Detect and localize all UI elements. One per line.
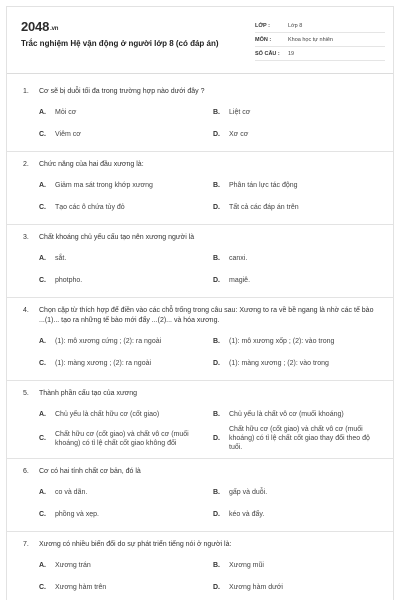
answer-option[interactable] — [213, 425, 387, 452]
option-text: (1): màng xương ; (2): vào trong — [229, 359, 329, 367]
answer-options — [7, 554, 393, 598]
meta-key: LỚP : — [255, 22, 270, 29]
answer-options — [7, 174, 393, 218]
option-text: Xương hàm trên — [55, 583, 107, 591]
meta-row-subject — [255, 33, 385, 47]
option-letter: D. — [213, 435, 220, 442]
option-text: (1): mô xương cứng ; (2): ra ngoài — [55, 337, 162, 345]
answer-option[interactable] — [39, 352, 213, 374]
option-text: Tất cả các đáp án trên — [229, 203, 299, 211]
answer-option[interactable] — [213, 554, 387, 576]
answer-option[interactable] — [213, 403, 387, 425]
option-letter: B. — [213, 181, 220, 189]
answer-option[interactable] — [213, 503, 387, 525]
answer-option[interactable] — [39, 330, 213, 352]
question-item — [7, 381, 393, 459]
question-number: 2. — [23, 161, 29, 168]
question-stem — [7, 233, 393, 243]
option-text: Chủ yếu là chất hữu cơ (cốt giao) — [55, 410, 160, 418]
question-item — [7, 225, 393, 298]
answer-options — [7, 403, 393, 452]
answer-option[interactable] — [213, 196, 387, 218]
answer-option[interactable] — [39, 576, 213, 598]
question-number: 4. — [23, 307, 29, 314]
question-stem — [7, 467, 393, 477]
answer-option[interactable] — [39, 196, 213, 218]
answer-option[interactable] — [213, 352, 387, 374]
option-text: sắt. — [55, 254, 67, 262]
question-stem — [7, 389, 393, 399]
answer-option[interactable] — [213, 330, 387, 352]
question-number: 7. — [23, 541, 29, 548]
answer-option[interactable] — [39, 481, 213, 503]
question-stem — [7, 160, 393, 170]
question-stem — [7, 87, 393, 97]
option-letter: C. — [39, 130, 46, 138]
option-text: Mỏi cơ — [55, 108, 77, 116]
meta-key: MÔN : — [255, 36, 272, 43]
question-stem — [7, 306, 393, 326]
option-text: Xương mũi — [229, 561, 264, 569]
option-text: Chất hữu cơ (cốt giao) và chất vô cơ (muối khoáng) có tỉ lệ chất cốt giao không đổi — [55, 430, 189, 447]
option-text: Xương hàm dưới — [229, 583, 283, 591]
option-letter: D. — [213, 130, 220, 138]
quiz-page — [6, 6, 394, 600]
answer-option[interactable] — [213, 247, 387, 269]
option-text: Xơ cơ — [229, 130, 249, 138]
option-letter: A. — [39, 181, 46, 189]
answer-options — [7, 481, 393, 525]
page-header — [7, 7, 393, 69]
option-letter: D. — [213, 276, 220, 284]
question-text: Chọn cặp từ thích hợp để điền vào các chỗ trống trong câu sau: Xương to ra về bề ngang là nhờ các tế bào ...(1)... tạo ra những tế bào mới đẩy ...(2)... và hóa xương. — [39, 307, 374, 324]
logo-text: 2048 — [21, 19, 50, 34]
page-title: Trắc nghiệm Hệ vận động ở người lớp 8 (có đáp án) — [21, 39, 219, 48]
answer-option[interactable] — [213, 123, 387, 145]
option-letter: C. — [39, 276, 46, 284]
option-text: Chủ yếu là chất vô cơ (muối khoáng) — [229, 410, 344, 418]
option-text: Tạo các ô chứa tủy đỏ — [55, 203, 125, 211]
option-letter: D. — [213, 359, 220, 367]
option-letter: C. — [39, 435, 46, 442]
option-text: Viêm cơ — [55, 130, 81, 138]
meta-value: 19 — [288, 50, 295, 57]
question-list — [7, 79, 393, 600]
option-letter: D. — [213, 583, 220, 591]
option-text: phồng và xẹp. — [55, 510, 99, 518]
option-letter: A. — [39, 561, 46, 569]
option-text: Giảm ma sát trong khớp xương — [55, 181, 153, 189]
question-item — [7, 298, 393, 381]
option-text: (1): mô xương xốp ; (2): vào trong — [229, 337, 335, 345]
option-letter: B. — [213, 108, 220, 116]
option-text: Chất hữu cơ (cốt giao) và chất vô cơ (muối khoáng) có tỉ lệ chất cốt giao thay đổi theo độ tuổi. — [229, 426, 370, 451]
question-text: Cơ có hai tính chất cơ bản, đó là — [39, 468, 141, 475]
question-text: Chất khoáng chủ yếu cấu tạo nên xương người là — [39, 234, 195, 241]
option-letter: B. — [213, 561, 220, 569]
option-letter: C. — [39, 583, 46, 591]
question-number: 1. — [23, 88, 29, 95]
question-text: Cơ sẽ bị duỗi tối đa trong trường hợp nào dưới đây ? — [39, 88, 205, 95]
answer-option[interactable] — [213, 101, 387, 123]
option-text: photpho. — [55, 276, 83, 284]
option-text: magiê. — [229, 276, 251, 284]
option-letter: B. — [213, 488, 220, 496]
option-letter: C. — [39, 510, 46, 518]
option-text: Liệt cơ — [229, 108, 251, 116]
question-text: Thành phần cấu tạo của xương — [39, 390, 138, 397]
answer-option[interactable] — [213, 481, 387, 503]
answer-option[interactable] — [213, 269, 387, 291]
answer-option[interactable] — [39, 554, 213, 576]
option-text: Phân tán lực tác động — [229, 181, 298, 189]
option-letter: A. — [39, 337, 46, 345]
option-text: co và dãn. — [55, 488, 88, 496]
question-item — [7, 79, 393, 152]
question-text: Xương có nhiều biến đổi do sự phát triển tiếng nói ở người là: — [39, 541, 232, 548]
question-item — [7, 532, 393, 600]
quiz-meta-table — [255, 19, 385, 61]
option-letter: B. — [213, 337, 220, 345]
option-letter: A. — [39, 488, 46, 496]
answer-option[interactable] — [39, 247, 213, 269]
option-text: gấp và duỗi. — [229, 488, 268, 496]
option-text: (1): màng xương ; (2): ra ngoài — [55, 359, 152, 367]
option-letter: D. — [213, 203, 220, 211]
answer-option[interactable] — [39, 503, 213, 525]
meta-value: Lớp 8 — [288, 22, 303, 29]
meta-row-count — [255, 47, 385, 61]
question-item — [7, 152, 393, 225]
answer-option[interactable] — [39, 269, 213, 291]
header-divider — [7, 73, 393, 74]
option-text: canxi. — [229, 254, 248, 262]
answer-options — [7, 330, 393, 374]
option-letter: D. — [213, 510, 220, 518]
option-text: Xương trán — [55, 561, 91, 569]
option-letter: A. — [39, 254, 46, 262]
meta-key: SỐ CÂU : — [255, 50, 280, 57]
answer-option[interactable] — [39, 425, 213, 452]
logo-suffix: .vn — [50, 26, 59, 32]
answer-option[interactable] — [213, 576, 387, 598]
option-text: kéo và đẩy. — [229, 510, 265, 518]
option-letter: C. — [39, 359, 46, 367]
question-stem — [7, 540, 393, 550]
answer-option[interactable] — [39, 174, 213, 196]
answer-option[interactable] — [39, 403, 213, 425]
meta-value: Khoa học tự nhiên — [288, 36, 333, 43]
option-letter: C. — [39, 203, 46, 211]
option-letter: B. — [213, 254, 220, 262]
meta-row-grade — [255, 19, 385, 33]
question-text: Chức năng của hai đầu xương là: — [39, 161, 144, 168]
question-item — [7, 459, 393, 532]
option-letter: A. — [39, 410, 46, 418]
question-number: 5. — [23, 390, 29, 397]
answer-option[interactable] — [213, 174, 387, 196]
question-number: 6. — [23, 468, 29, 475]
site-logo[interactable] — [21, 19, 58, 34]
option-letter: A. — [39, 108, 46, 116]
answer-option[interactable] — [39, 123, 213, 145]
answer-option[interactable] — [39, 101, 213, 123]
answer-options — [7, 247, 393, 291]
answer-options — [7, 101, 393, 145]
option-letter: B. — [213, 410, 220, 418]
question-number: 3. — [23, 234, 29, 241]
